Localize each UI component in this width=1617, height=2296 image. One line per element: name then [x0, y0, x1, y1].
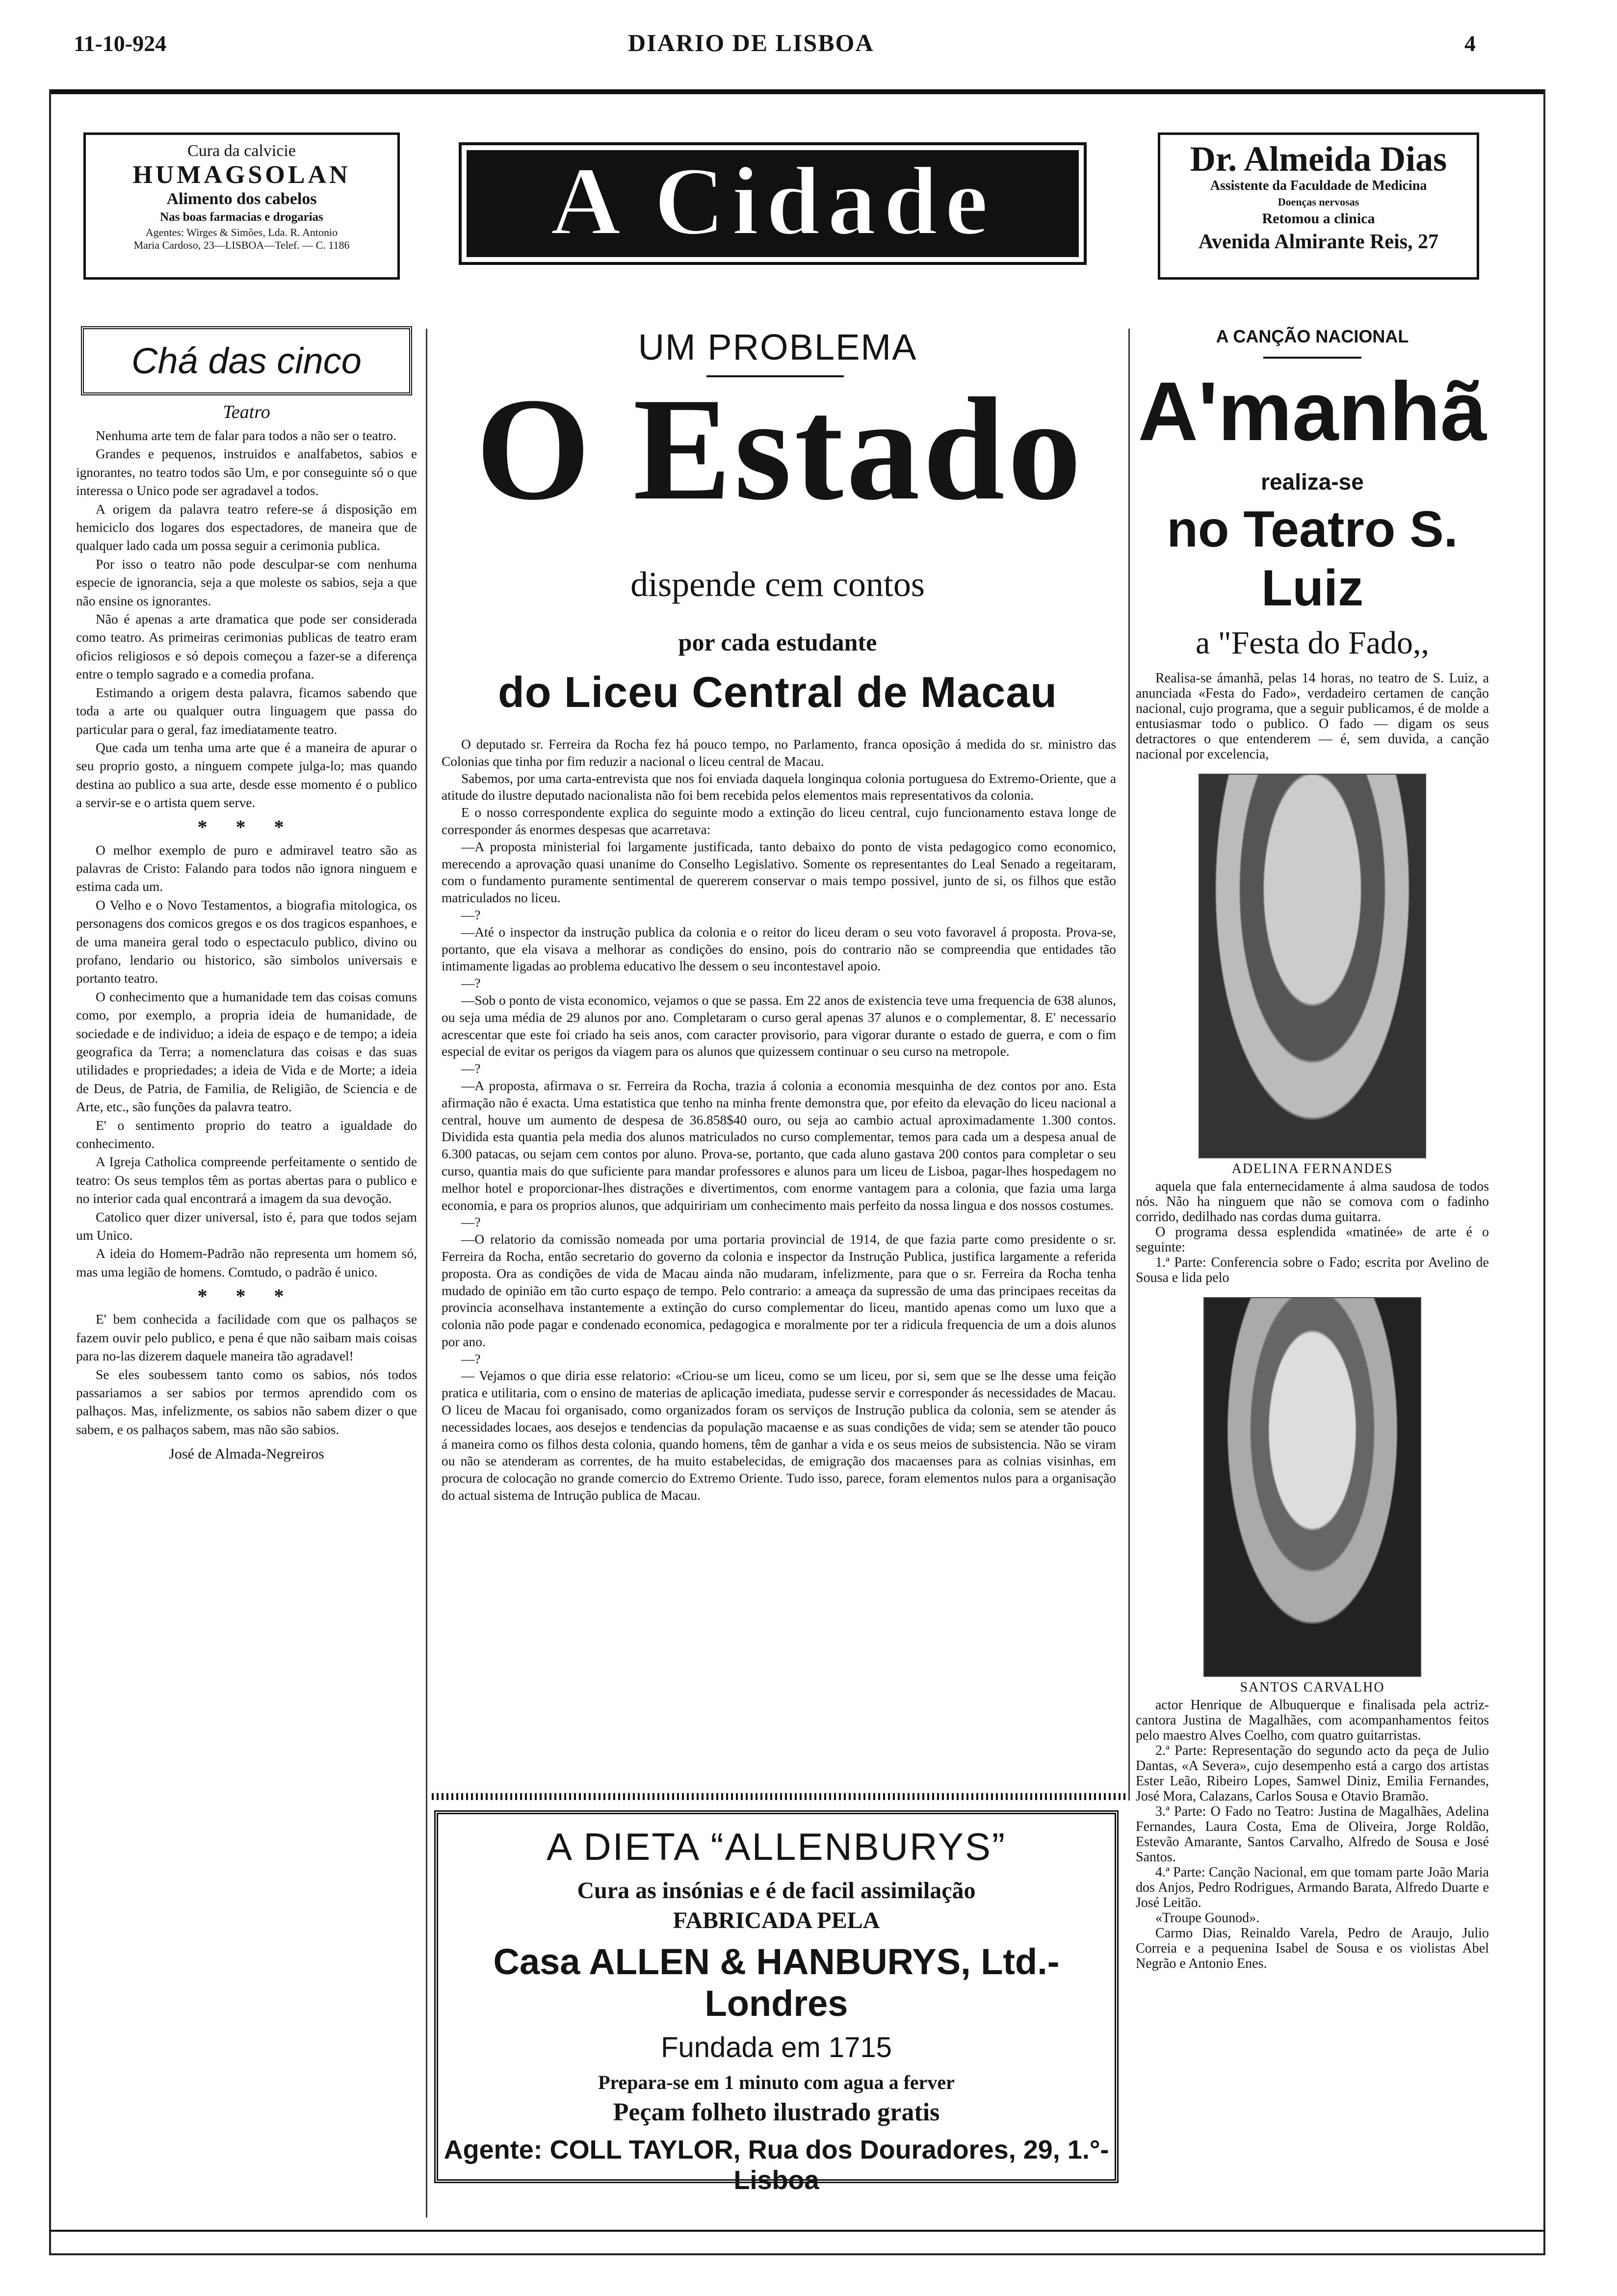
ad-humagsolan-line1: Cura da calvicie: [187, 142, 296, 160]
center-paragraph: —O relatorio da comissão nomeada por uma portaria provincial de 1914, de que fazia parte como presidente o sr. Ferreira da Rocha, então secretario do governo da colonia e inspector da Instrução Publica, justifica largamente a referida proposta. Ora as condições de vida de Macau ainda não mudaram, infelizmente, para que o sr. Ferreira da Rocha tenha mudado de opinião em tão curto espaço de tempo. Pelo contrario: a ameaça da supressão de uma das principaes receitas da provincia aconselhava instantemente a extinção do curso complementar do liceu, mantido apenas como um luxo que a colonia não pode pagar e condenado economica, pedagogica e moralmente por ter a ridicula frequencia de um a dois alunos por ano.: [442, 1232, 1116, 1349]
ad-humagsolan-brand: HUMAGSOLAN: [132, 161, 351, 189]
center-headline: O Estado: [476, 367, 1084, 530]
ad-humagsolan-agents-2: Maria Cardoso, 23—LISBOA—Telef. — C. 1186: [133, 239, 350, 251]
left-paragraph: E' o sentimento proprio do teatro a igualdade do conhecimento.: [76, 1118, 417, 1151]
left-paragraph: Grandes e pequenos, instruidos e analfabetos, sabios e ignorantes, no teatro todos são Um, e por conseguinte só o que interessa o Unico pode ser agradavel a todos.: [76, 446, 417, 498]
center-article-body: [442, 736, 1116, 1791]
left-paragraph: Que cada um tenha uma arte que é a maneira de apurar o seu proprio gosto, a ninguem compete julga-lo; mas quando destina ao publico a sua arte, desde esse momento é o publico a servir-se e o artista quem serve.: [76, 740, 417, 810]
rubric-frame: [81, 326, 412, 395]
center-paragraph: —?: [461, 907, 481, 922]
rubric-title: Chá das cinco: [131, 340, 362, 381]
article-signature: José de Almada-Negreiros: [169, 1446, 324, 1462]
section-break-stars: * * *: [197, 815, 296, 838]
left-paragraph: A ideia do Homem-Padrão não representa um homem só, mas uma legião de homens. Comtudo, o padrão é unico.: [76, 1246, 417, 1279]
right-paragraph: O programa dessa esplendida «matinée» de arte é o seguinte:: [1136, 1225, 1489, 1255]
left-column: [76, 326, 417, 2225]
right-headline: A'manhã: [1138, 365, 1487, 458]
ad-allenburys-agent: Agente: COLL TAYLOR, Rua dos Douradores, 29, 1.°-Lisboa: [443, 2135, 1109, 2195]
left-paragraph: A Igreja Catholica compreende perfeitamente o sentido de teatro: Os seus templos têm as portas abertas para o publico e no interior cada qual encontrará a imagem da sua devoção.: [76, 1154, 417, 1206]
right-deck-2: no Teatro S. Luiz: [1167, 501, 1458, 617]
right-paragraph: actor Henrique de Albuquerque e finalisada pela actriz-cantora Justina de Magalhães, com acompanhamentos feitos pelo maestro Alves Coelho, com quatro guitarristas.: [1136, 1697, 1489, 1743]
ad-border-rule: [432, 1793, 1128, 1800]
ad-allenburys-leaflet: Peçam folheto ilustrado gratis: [613, 2098, 940, 2126]
right-paragraph: Carmo Dias, Reinaldo Varela, Pedro de Araujo, Julio Correia e a pequenina Isabel de Sousa e os violistas Abel Negrão e Antonio Enes.: [1136, 1926, 1489, 1971]
ad-doctor-notice: Retomou a clinica: [1262, 210, 1375, 227]
left-paragraph: Catolico quer dizer universal, isto é, para que todos sejam um Unico.: [76, 1209, 417, 1243]
right-paragraph: 2.ª Parte: Representação do segundo acto da peça de Julio Dantas, «A Severa», cujo desempenho está a cargo dos artistas Ester Leão, Ribeiro Lopes, Samwel Diniz, Emilia Fernandes, José Mora, Calazans, Carlos Sousa e Otavio Bramão.: [1136, 1743, 1489, 1804]
left-paragraph: O melhor exemplo de puro e admiravel teatro são as palavras de Cristo: Falando para todos não ignora ninguem e estima cada um.: [76, 842, 417, 894]
right-paragraph: 3.ª Parte: O Fado no Teatro: Justina de Magalhães, Adelina Fernandes, Laura Costa, Ema de Oliveira, Jorge Roldão, Estevão Amarante, Santos Carvalho, Alfredo de Sousa e José Santos.: [1136, 1804, 1489, 1865]
left-paragraph: Nenhuma arte tem de falar para todos a não ser o teatro.: [96, 428, 396, 443]
ad-allenburys-founded: Fundada em 1715: [661, 2032, 892, 2063]
ad-doctor-name: Dr. Almeida Dias: [1190, 139, 1447, 179]
ad-allenburys: [434, 1810, 1119, 2195]
ad-doctor-role: Assistente da Faculdade de Medicina: [1210, 178, 1427, 193]
ad-allenburys-prep: Prepara-se em 1 minuto com agua a ferver: [598, 2071, 955, 2093]
left-paragraph: O Velho e o Novo Testamentos, a biografia mitologica, os personagens dos comicos gregos e os dos tragicos espanhoes, e de uma maneira geral todo o espectaculo publico, divino ou profano, lendario ou historico, são simbolos universais e portanto teatro.: [76, 897, 417, 986]
left-paragraph: E' bem conhecida a facilidade com que os palhaços se fazem ouvir pelo publico, e pena é que não saibam mais coisas para no-las dizerem daquele maneira tão agradavel!: [76, 1312, 417, 1364]
section-title: A Cidade: [550, 147, 995, 256]
right-kicker: A CANÇÃO NACIONAL: [1216, 326, 1409, 346]
right-deck-3: a "Festa do Fado,,: [1195, 625, 1430, 661]
center-paragraph: —Sob o ponto de vista economico, vejamos o que se passa. Em 22 anos de existencia teve uma frequencia de 638 alunos, ou seja uma média de 29 alunos por ano. Completaram o curso geral apenas 37 alunos e o complementar, 8. E' necessario acrescentar que este foi criado ha seis anos, com caracter provisorio, para vigorar durante o estado de guerra, e com o fim especial de evitar os perigos da viagem para os alunos que quizessem continuar o seu curso na metropole.: [442, 992, 1116, 1059]
center-paragraph: Sabemos, por uma carta-entrevista que nos foi enviada daquela longinqua colonia portuguesa do Extremo-Oriente, que a atitude do ilustre deputado nacionalista não foi bem recebida pelos elementos mais representativos da colonia.: [442, 771, 1116, 803]
center-paragraph: —?: [461, 1061, 481, 1076]
left-subtitle: Teatro: [223, 402, 270, 422]
ad-doctor-specialty: Doenças nervosas: [1278, 196, 1359, 208]
ad-allenburys-line2: FABRICADA PELA: [673, 1907, 880, 1933]
center-paragraph: — Vejamos o que diria esse relatorio: «Criou-se um liceu, como se um liceu, por si, sem que se lhe desse uma feição pratica e utilitaria, com o ensino de materias de aplicação imediata, pudesse servir e corresponder ás necessidades de Macau. O liceu de Macau foi organisado, como organizados foram os serviços de Instrução publica da colonia, sem se atender ás necessidades locaes, aos desejos e tendencias da população macaense e as suas condições de vida; sem se atender tão pouco á maneira como os filhos desta colonia, quando homens, têm de ganhar a vida e os seus meios de subsistencia. Não se viram ou não se atenderam as correntes, de ha muito estabelecidas, de emigração dos macaenses para as colnias visinhas, em procura de colocação no grande comercio do Extremo Oriente. Tudo isso, parece, foram elementos nulos para a organisação do actual sistema de Intrução publica de Macau.: [442, 1368, 1116, 1503]
column-rule-right: [1128, 329, 1130, 1800]
right-column: [1136, 326, 1489, 2235]
ad-allenburys-title: A DIETA “ALLENBURYS”: [546, 1825, 1007, 1868]
center-paragraph: —A proposta, afirmava o sr. Ferreira da Rocha, trazia á colonia a economia mesquinha de dez contos por ano. Esta afirmação não é exacta. Uma estatistica que tenho na minha frente demonstra que, por efeito da elevação do liceu nacional a central, houve um aumento de despesa de 36.858$40 ouro, ou seja ao cambio actual aproximadamente 1.300 contos. Dividida esta quantia pela media dos alunos matriculados no curso complementar, temos para cada um a despesa anual de 6.300 patacas, ou sejam cem contos por aluno. Prova-se, portanto, que cada aluno gastava 200 contos para completar o seu curso, quantia mais do que suficiente para mandar professores e alunos para um liceu de Lisboa, pagar-lhes hospedagem no melhor hotel e proporcionar-lhes distrações e divertimentos, com enorme vantagem para a colonia, que fazia uma larga economia, e para os proprios alunos, que adquiririam um conhecimento mais perfeito da nossa lingua e dos nossos costumes.: [442, 1078, 1116, 1213]
portrait-photo: [1203, 1297, 1421, 1677]
right-paragraph: Realisa-se ámanhã, pelas 14 horas, no teatro de S. Luiz, a anunciada «Festa do Fado», verdadeiro certamen de canção nacional, cujo programa, que a seguir publicamos, é de molde a entusiasmar todo o publico. O fado — digam os seus detractores o que entenderem — é, sem duvida, a canção nacional por excelencia,: [1136, 671, 1489, 762]
center-paragraph: E o nosso correspondente explica do seguinte modo a extinção do liceu central, cujo funcionamento estava longe de corresponder ás enormes despesas que acarretava:: [442, 805, 1116, 837]
right-paragraph: 1.ª Parte: Conferencia sobre o Fado; escrita por Avelino de Sousa e lida pelo: [1136, 1255, 1489, 1285]
issue-date: 11-10-924: [74, 31, 167, 56]
column-rule-left: [426, 329, 427, 2218]
left-paragraph: O conhecimento que a humanidade tem das coisas comuns como, por exemplo, a propria ideia de humanidade, de sociedade e de individuo; a ideia de espaço e de tempo; a ideia geografica da Terra; a nomenclatura das coisas e das suas utilidades e propriedades; a ideia de Vida e de Morte; a ideia de Deus, de Patria, de Familia, de Religião, de Sciencia e de Arte, etc., são funções da palavra teatro.: [76, 989, 417, 1115]
center-kicker: UM PROBLEMA: [638, 327, 917, 367]
center-deck-2: por cada estudante: [678, 628, 877, 656]
left-paragraph: Por isso o teatro não pode desculpar-se com nenhuma especie de ignorancia, seja a que moleste os sabios, seja a que não ensine os ignorantes.: [76, 556, 417, 608]
bottom-rule: [49, 2230, 1545, 2232]
ad-humagsolan-line2: Alimento dos cabelos: [166, 190, 317, 208]
center-deck-1: dispende cem contos: [630, 565, 925, 604]
ad-humagsolan-line3: Nas boas farmacias e drogarias: [160, 210, 323, 224]
ad-allenburys-line1: Cura as insónias e é de facil assimilação: [577, 1878, 976, 1904]
left-paragraph: Não é apenas a arte dramatica que pode ser considerada como teatro. As primeiras cerimonias publicas de teatro eram oficios religiosos e só depois começou a fazer-se a diferença entre o templo sagrado e a comedia profana.: [76, 612, 417, 682]
page-number: 4: [1464, 31, 1476, 56]
ad-doctor-address: Avenida Almirante Reis, 27: [1198, 231, 1439, 253]
right-ornament: [1263, 357, 1361, 359]
right-paragraph: aquela que fala enternecidamente á alma saudosa de todos nós. Não ha ninguem que não se comova com o fadinho corrido, dedilhado nas cordas duma guitarra.: [1136, 1179, 1489, 1225]
right-deck-1: realiza-se: [1261, 469, 1364, 495]
section-title-banner: [459, 142, 1087, 265]
center-paragraph: —?: [461, 1351, 481, 1366]
ad-humagsolan: [83, 132, 400, 280]
photo-caption: ADELINA FERNANDES: [1231, 1161, 1393, 1176]
ad-humagsolan-agents-1: Agentes: Wirges & Simões, Lda. R. Antonio: [145, 226, 338, 238]
center-deck-3: do Liceu Central de Macau: [498, 668, 1057, 716]
center-paragraph: O deputado sr. Ferreira da Rocha fez há pouco tempo, no Parlamento, franca oposição á medida do sr. ministro das Colonias que tinha por fim reduzir a nacional o liceu central de Macau.: [442, 737, 1116, 769]
left-paragraph: A origem da palavra teatro refere-se á disposição em hemiciclo dos logares dos espectadores, de maneira que de qualquer lado cada um possa seguir a cerimonia publica.: [76, 501, 417, 553]
section-break-stars: * * *: [197, 1285, 296, 1307]
center-paragraph: —A proposta ministerial foi largamente justificada, tanto debaixo do ponto de vista pedagogico como economico, merecendo a aprovação quasi unanime do Conselho Legislativo. Somente os representantes do Leal Senado a regeitaram, com o fundamento puramente sentimental de quererem conservar o mais tempo possivel, junto de si, os filhos que estão matriculados no liceu.: [442, 839, 1116, 906]
portrait-photo: [1199, 774, 1426, 1158]
center-paragraph: —?: [461, 1215, 481, 1230]
right-paragraph: «Troupe Gounod».: [1155, 1910, 1260, 1926]
photo-caption: SANTOS CARVALHO: [1240, 1680, 1385, 1695]
left-paragraph: Se eles soubessem tanto como os sabios, nós todos passariamos a ser sabios por termos aprendido com os palhaços. Mas, infelizmente, os sabios não sabem dizer o que sabem, e os palhaços sabem, mas não são sabios.: [76, 1367, 417, 1437]
center-paragraph: —Até o inspector da instrução publica da colonia e o reitor do liceu deram o seu voto favoravel á proposta. Prova-se, portanto, que ela visava a melhorar as condições do ensino, pois do contrario não se compreendia que entidades tão intimamente ligadas ao problema educativo lhe dessem o seu incontestavel apoio.: [442, 924, 1116, 974]
ad-allenburys-maker: Casa ALLEN & HANBURYS, Ltd.-Londres: [493, 1941, 1060, 2024]
right-paragraph: 4.ª Parte: Canção Nacional, em que tomam parte João Maria dos Anjos, Pedro Rodrigues, Armando Barata, Alfredo Duarte e José Leitão.: [1136, 1865, 1489, 1910]
center-paragraph: —?: [461, 976, 481, 991]
newspaper-name: DIARIO DE LISBOA: [628, 29, 874, 56]
ad-doctor: [1158, 132, 1479, 280]
left-paragraph: Estimando a origem desta palavra, ficamos sabendo que toda a arte ou qualquer outra linguagem que passa do particular para o geral, faz imediatamente teatro.: [76, 685, 417, 737]
